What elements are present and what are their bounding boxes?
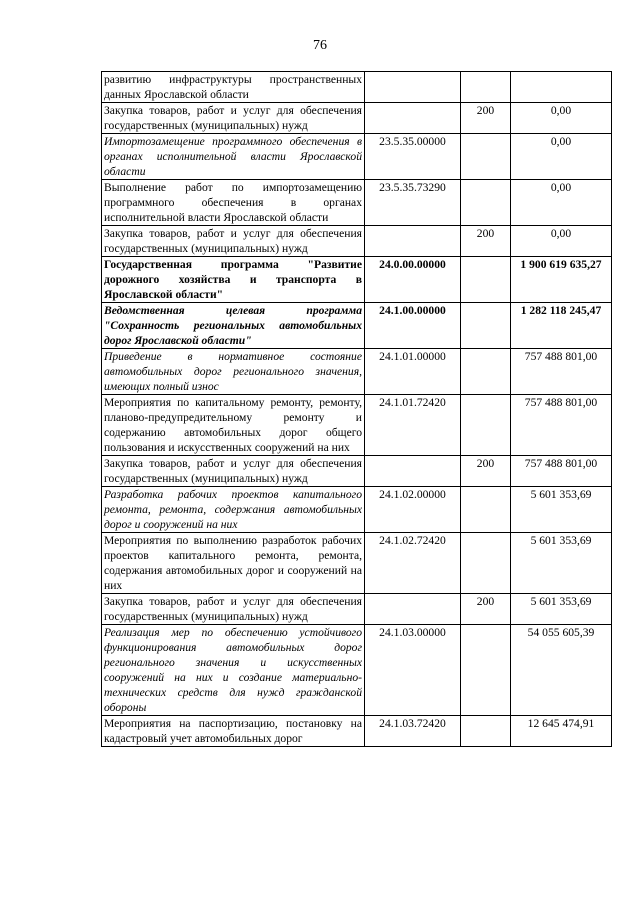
target-article-cell: 24.1.00.00000 — [365, 303, 461, 349]
expense-type-cell — [461, 303, 511, 349]
amount-cell: 757 488 801,00 — [511, 395, 612, 456]
expense-name-cell: Закупка товаров, работ и услуг для обеспечения государственных (муниципальных) нужд — [102, 594, 365, 625]
table-row — [102, 226, 612, 257]
expense-name-cell: Реализация мер по обеспечению устойчивого функционирования автомобильных дорог регионального значения и искусственных сооружений на них и создание материально-технических средств для нужд гражданской обороны — [102, 625, 365, 716]
expense-name-cell: Выполнение работ по импортозамещению программного обеспечения в органах исполнительной власти Ярославской области — [102, 180, 365, 226]
amount-cell: 12 645 474,91 — [511, 716, 612, 747]
expense-type-cell: 200 — [461, 226, 511, 257]
target-article-cell: 23.5.35.00000 — [365, 134, 461, 180]
expense-type-cell: 200 — [461, 103, 511, 134]
target-article-cell: 24.1.02.72420 — [365, 533, 461, 594]
target-article-cell — [365, 226, 461, 257]
expense-name-cell: Закупка товаров, работ и услуг для обеспечения государственных (муниципальных) нужд — [102, 103, 365, 134]
expense-type-cell — [461, 395, 511, 456]
target-article-cell — [365, 103, 461, 134]
target-article-cell: 24.1.03.72420 — [365, 716, 461, 747]
table-row — [102, 180, 612, 226]
table-row — [102, 456, 612, 487]
amount-cell: 0,00 — [511, 226, 612, 257]
table-row — [102, 533, 612, 594]
amount-cell: 757 488 801,00 — [511, 456, 612, 487]
amount-cell: 1 900 619 635,27 — [511, 257, 612, 303]
expense-name-cell: Закупка товаров, работ и услуг для обеспечения государственных (муниципальных) нужд — [102, 226, 365, 257]
target-article-cell: 24.1.01.00000 — [365, 349, 461, 395]
budget-table-body — [102, 72, 612, 747]
expense-type-cell — [461, 716, 511, 747]
table-row — [102, 257, 612, 303]
expense-name-cell: Закупка товаров, работ и услуг для обеспечения государственных (муниципальных) нужд — [102, 456, 365, 487]
expense-type-cell — [461, 72, 511, 103]
expense-type-cell — [461, 134, 511, 180]
target-article-cell: 24.1.03.00000 — [365, 625, 461, 716]
amount-cell: 0,00 — [511, 134, 612, 180]
amount-cell: 0,00 — [511, 180, 612, 226]
expense-name-cell: Импортозамещение программного обеспечения в органах исполнительной власти Ярославской области — [102, 134, 365, 180]
table-row — [102, 395, 612, 456]
target-article-cell: 23.5.35.73290 — [365, 180, 461, 226]
amount-cell: 5 601 353,69 — [511, 487, 612, 533]
target-article-cell — [365, 72, 461, 103]
expense-type-cell — [461, 487, 511, 533]
target-article-cell: 24.1.01.72420 — [365, 395, 461, 456]
amount-cell: 1 282 118 245,47 — [511, 303, 612, 349]
amount-cell: 5 601 353,69 — [511, 594, 612, 625]
target-article-cell: 24.1.02.00000 — [365, 487, 461, 533]
table-row — [102, 303, 612, 349]
table-row — [102, 716, 612, 747]
table-row — [102, 349, 612, 395]
budget-table — [101, 71, 612, 747]
expense-type-cell: 200 — [461, 456, 511, 487]
table-row — [102, 487, 612, 533]
amount-cell: 757 488 801,00 — [511, 349, 612, 395]
amount-cell: 5 601 353,69 — [511, 533, 612, 594]
expense-name-cell: развитию инфраструктуры пространственных данных Ярославской области — [102, 72, 365, 103]
expense-type-cell — [461, 533, 511, 594]
amount-cell: 54 055 605,39 — [511, 625, 612, 716]
expense-type-cell — [461, 625, 511, 716]
target-article-cell — [365, 594, 461, 625]
page-number: 76 — [313, 38, 327, 53]
table-row — [102, 72, 612, 103]
expense-type-cell: 200 — [461, 594, 511, 625]
expense-name-cell: Мероприятия на паспортизацию, постановку на кадастровый учет автомобильных дорог — [102, 716, 365, 747]
expense-type-cell — [461, 180, 511, 226]
expense-name-cell: Мероприятия по капитальному ремонту, ремонту, планово-предупредительному ремонту и содержанию автомобильных дорог общего пользования и искусственных сооружений на них — [102, 395, 365, 456]
amount-cell: 0,00 — [511, 103, 612, 134]
target-article-cell: 24.0.00.00000 — [365, 257, 461, 303]
amount-cell — [511, 72, 612, 103]
expense-name-cell: Мероприятия по выполнению разработок рабочих проектов капитального ремонта, ремонта, содержания автомобильных дорог и сооружений на них — [102, 533, 365, 594]
target-article-cell — [365, 456, 461, 487]
expense-name-cell: Ведомственная целевая программа "Сохранность региональных автомобильных дорог Ярославской области" — [102, 303, 365, 349]
expense-name-cell: Государственная программа "Развитие дорожного хозяйства и транспорта в Ярославской области" — [102, 257, 365, 303]
expense-type-cell — [461, 257, 511, 303]
table-row — [102, 625, 612, 716]
table-row — [102, 134, 612, 180]
table-row — [102, 594, 612, 625]
expense-name-cell: Приведение в нормативное состояние автомобильных дорог регионального значения, имеющих полный износ — [102, 349, 365, 395]
expense-type-cell — [461, 349, 511, 395]
table-row — [102, 103, 612, 134]
expense-name-cell: Разработка рабочих проектов капитального ремонта, ремонта, содержания автомобильных дорог и сооружений на них — [102, 487, 365, 533]
